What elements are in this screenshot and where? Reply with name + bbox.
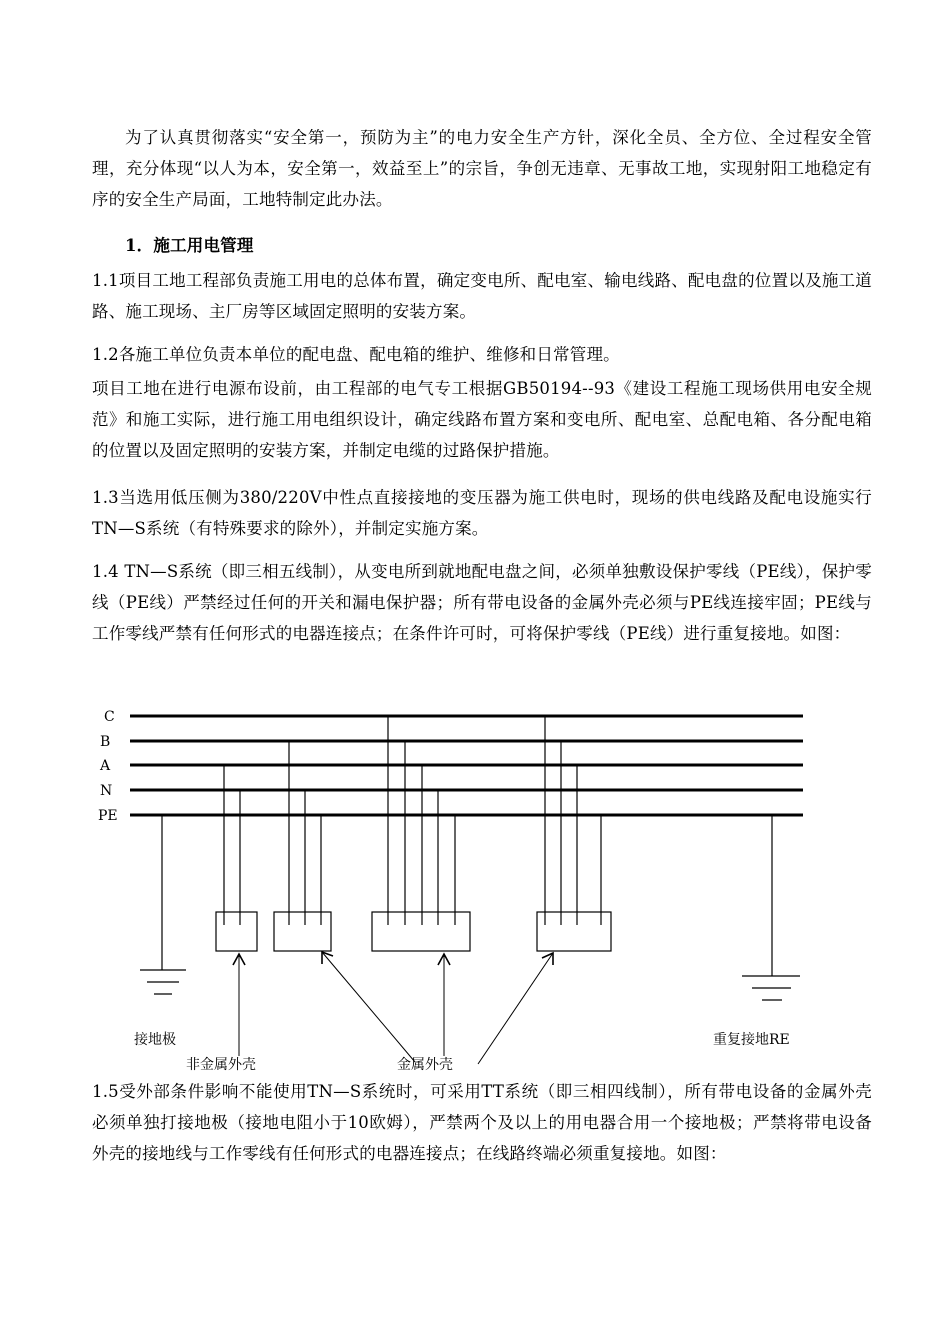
bus-label-pe: PE <box>98 808 118 824</box>
bus-label-c: C <box>104 709 115 725</box>
paragraph-1-5: 1.5受外部条件影响不能使用TN—S系统时，可采用TT系统（即三相四线制），所有带电设备的金属外壳必须单独打接地极（接地电阻小于10欧姆），严禁两个及以上的用电器合用一个接地极；严禁将带电设备外壳的接地线与工作零线有任何形式的电器连接点；在线路终端必须重复接地。如图： <box>92 1082 872 1163</box>
label-ground-electrode: 接地极 <box>134 1032 176 1048</box>
paragraph-1-2-detail: 项目工地在进行电源布设前，由工程部的电气专工根据GB50194--93《建设工程施工现场供用电安全规范》和施工实际，进行施工用电组织设计，确定线路布置方案和变电所、配电室、总配电箱、各分配电箱的位置以及固定照明的安装方案，并制定电缆的过路保护措施。 <box>92 379 872 460</box>
paragraph-1-3: 1.3当选用低压侧为380/220V中性点直接接地的变压器为施工供电时，现场的供电线路及配电设施实行TN—S系统（有特殊要求的除外），并制定实施方案。 <box>92 488 872 538</box>
label-repeat-ground: 重复接地RE <box>713 1032 790 1048</box>
ground-electrode-right <box>742 815 800 1000</box>
ground-electrode-left <box>140 815 186 994</box>
paragraph-1-4: 1.4 TN—S系统（即三相五线制），从变电所到就地配电盘之间，必须单独敷设保护零线（PE线），保护零线（PE线）严禁经过任何的开关和漏电保护器；所有带电设备的金属外壳必须与PE线连接牢固；PE线与工作零线严禁有任何形式的电器连接点；在条件许可时，可将保护零线（PE线）进行重复接地。如图： <box>92 562 872 643</box>
device-box-1 <box>216 765 257 951</box>
bus-label-a: A <box>100 758 111 774</box>
paragraph-1-1: 1.1项目工地工程部负责施工用电的总体布置，确定变电所、配电室、输电线路、配电盘的位置以及施工道路、施工现场、主厂房等区域固定照明的安装方案。 <box>92 271 872 321</box>
arrow-metal-3 <box>478 953 553 1064</box>
device-box-2 <box>274 741 331 951</box>
device-box-4 <box>537 716 611 951</box>
tn-s-wiring-diagram <box>0 700 950 1080</box>
paragraph-1-2: 1.2各施工单位负责本单位的配电盘、配电箱的维护、维修和日常管理。 <box>92 345 620 364</box>
arrow-metal-2 <box>438 954 450 1056</box>
section-heading-1: 1．施工用电管理 <box>125 236 254 255</box>
label-non-metal-enclosure: 非金属外壳 <box>186 1057 256 1073</box>
bus-label-b: B <box>100 734 111 750</box>
bus-label-n: N <box>100 783 113 799</box>
intro-paragraph: 为了认真贯彻落实“安全第一，预防为主”的电力安全生产方针，深化全员、全方位、全过程安全管理，充分体现“以人为本，安全第一，效益至上”的宗旨，争创无违章、无事故工地，实现射阳工地稳定有序的安全生产局面，工地特制定此办法。 <box>92 128 872 209</box>
label-metal-enclosure: 金属外壳 <box>397 1057 453 1073</box>
arrow-metal-1 <box>322 952 415 1062</box>
device-box-3 <box>372 716 470 951</box>
arrow-non-metal <box>233 954 245 1056</box>
